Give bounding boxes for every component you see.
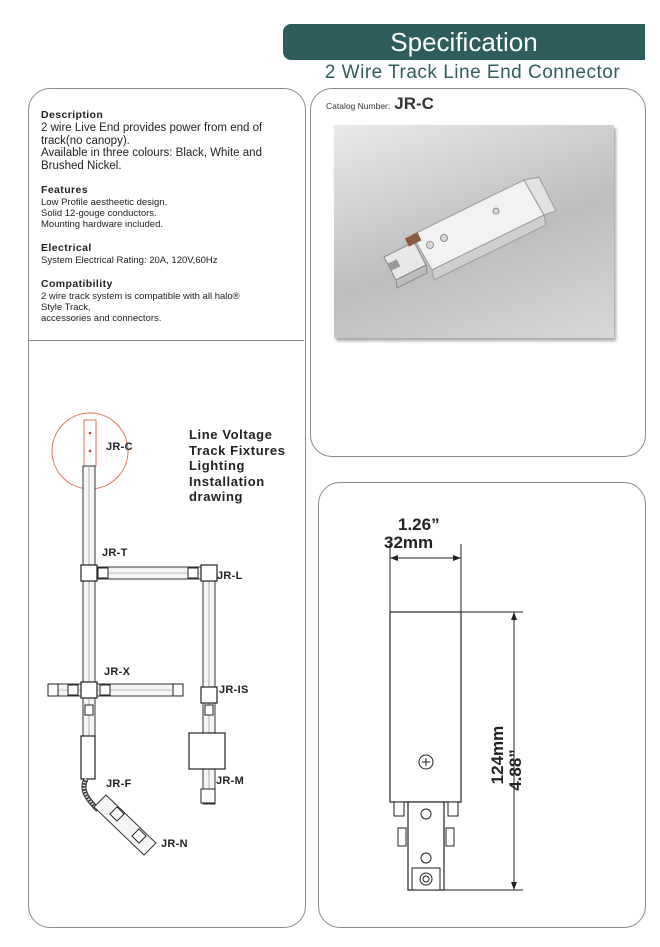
- compatibility-line: accessories and connectors.: [41, 313, 162, 324]
- electrical-section: [41, 242, 291, 266]
- page-title: Specification: [390, 26, 538, 57]
- electrical-heading: Electrical: [41, 242, 92, 254]
- description-line: track(no canopy).: [41, 134, 130, 147]
- electrical-line: System Electrical Rating: 20A, 120V,60Hz: [41, 255, 218, 266]
- compatibility-heading: Compatibility: [41, 278, 113, 290]
- label-jr-l: JR-L: [217, 570, 243, 582]
- compatibility-line: 2 wire track system is compatible with all halo®: [41, 291, 240, 302]
- drawing-title-line: Line Voltage: [189, 427, 273, 442]
- features-heading: Features: [41, 184, 88, 196]
- installation-drawing: [28, 395, 248, 865]
- length-mm-label: 124mm: [488, 725, 507, 785]
- compatibility-section: [41, 278, 291, 324]
- description-line: Available in three colours: Black, White and: [41, 147, 262, 159]
- width-mm-label: 32mm: [384, 533, 434, 552]
- description-line: Brushed Nickel.: [41, 159, 122, 172]
- label-jr-c: JR-C: [106, 441, 133, 453]
- connector-photo-icon: [334, 125, 614, 338]
- features-section: [41, 184, 291, 230]
- description-section: [41, 109, 291, 172]
- spec-text: [41, 109, 291, 336]
- drawing-title-line: Installation: [189, 473, 265, 489]
- drawing-title-line: Track Fixtures: [189, 442, 286, 458]
- label-jr-n: JR-N: [161, 838, 188, 850]
- drawing-title-line: drawing: [189, 489, 244, 504]
- description-line: 2 wire Live End provides power from end of: [41, 122, 263, 134]
- catalog-value: JR-C: [394, 94, 434, 113]
- catalog-label: Catalog Number:: [326, 101, 391, 111]
- page-subtitle: 2 Wire Track Line End Connector: [324, 62, 621, 83]
- header-bar: [283, 24, 645, 60]
- description-heading: Description: [41, 109, 104, 121]
- catalog-number: [326, 94, 434, 114]
- length-inch-label: 4.88”: [506, 749, 525, 791]
- features-line: Low Profile aestheetic design.: [41, 197, 168, 208]
- label-jr-f: JR-F: [106, 778, 132, 790]
- features-line: Solid 12-gouge conductors.: [41, 208, 157, 219]
- left-divider: [28, 340, 304, 341]
- label-jr-t: JR-T: [102, 547, 128, 559]
- label-jr-is: JR-IS: [219, 684, 249, 696]
- label-jr-m: JR-M: [216, 775, 245, 787]
- dimension-drawing: [318, 482, 644, 926]
- product-photo: [334, 125, 614, 338]
- width-inch-label: 1.26”: [398, 515, 440, 534]
- label-jr-x: JR-X: [104, 666, 131, 678]
- drawing-title-line: Lighting: [189, 458, 246, 473]
- features-line: Mounting hardware included.: [41, 219, 163, 230]
- compatibility-line: Style Track,: [41, 302, 91, 313]
